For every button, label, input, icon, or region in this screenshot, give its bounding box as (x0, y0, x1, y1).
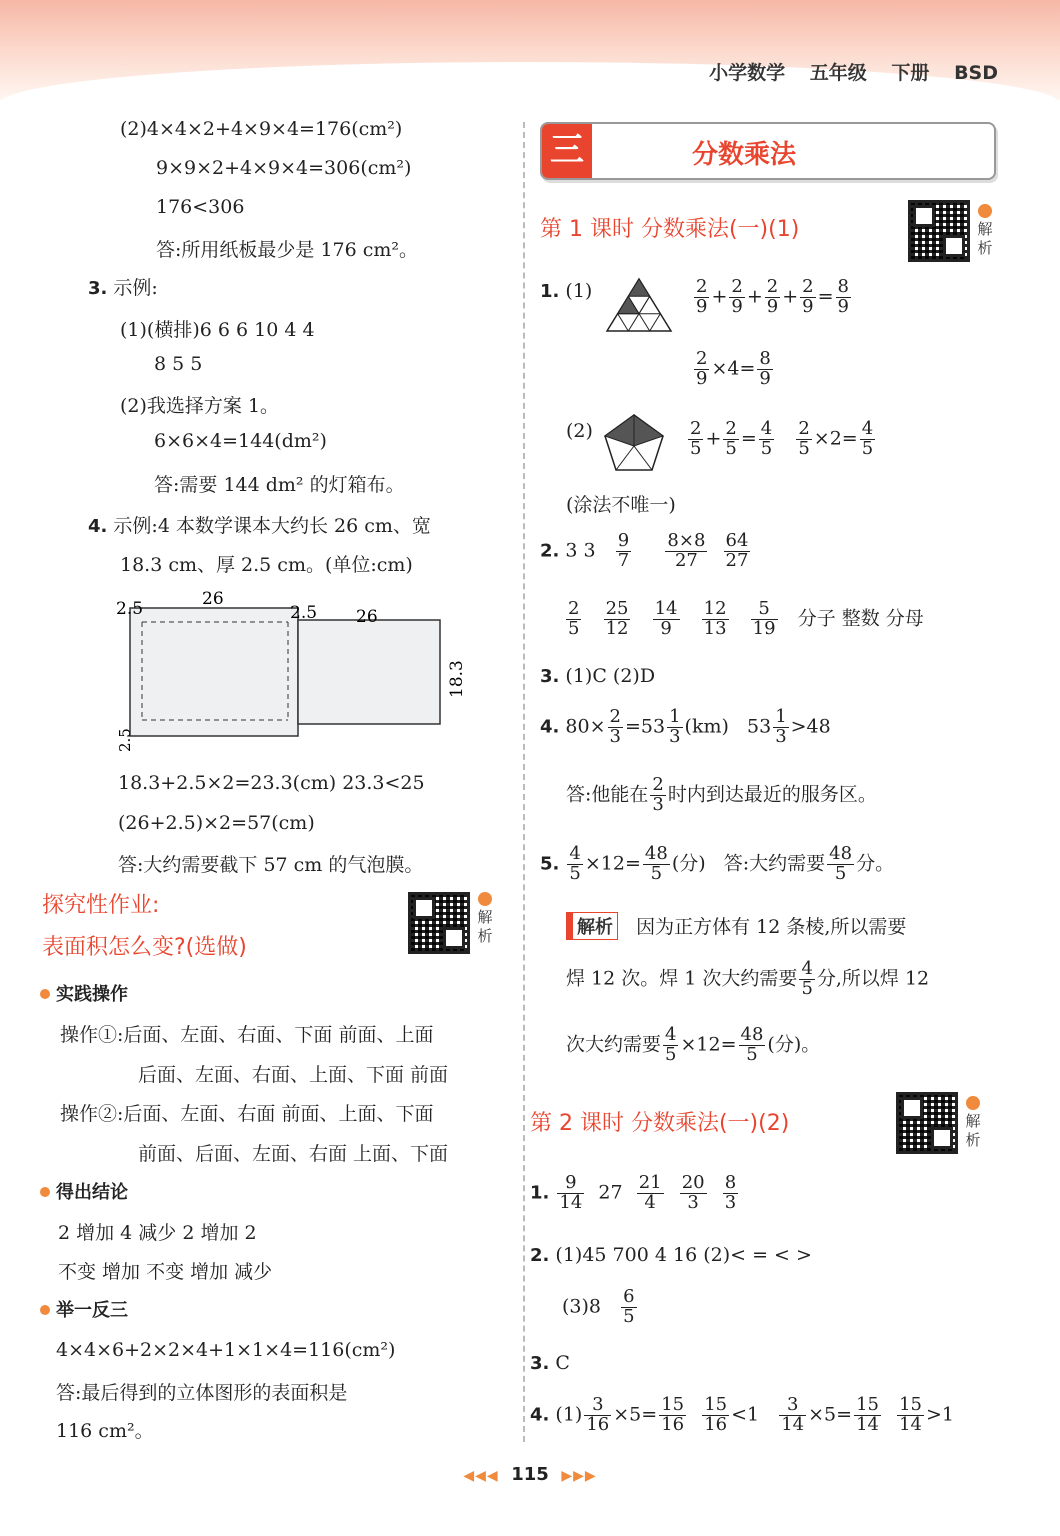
note: (涂法不唯一) (566, 494, 676, 516)
answer-line: (3)8 $\frac{6}{5}$ (562, 1286, 635, 1327)
arrow-left-icon: ◀◀◀ (463, 1468, 499, 1484)
dim-label: 26 (202, 589, 224, 609)
answer-line: 9×9×2+4×9×4=306(cm²) (156, 157, 412, 179)
dim-label: 18.3 (447, 660, 467, 698)
l2-question-3: 3. C (530, 1352, 570, 1374)
book-header (691, 58, 998, 85)
analysis-line: 焊 12 次。焊 1 次大约需要 $\frac{4}{5}$ 分,所以焊 12 (566, 958, 930, 999)
l2-question-1: 1. $\frac{9}{14}$ 27 $\frac{21}{4}$ $\frac{20}{3}$ $\frac{8}{3}$ (530, 1172, 737, 1213)
qr-caption: 解析 (976, 204, 994, 258)
qr-caption: 解析 (476, 892, 494, 946)
question-2: 2. 3 3 $\frac{9}{7}$ $\frac{8\times 8}{27}$ $\frac{64}{27}$ (540, 530, 749, 571)
qr-code[interactable] (908, 200, 970, 262)
analysis-line: 次大约需要 $\frac{4}{5}$ ×12= $\frac{48}{5}$ (分)。 (566, 1024, 821, 1065)
dim-label: 2.5 (116, 599, 144, 619)
page-number: ◀◀◀ 115 ▶▶▶ (463, 1464, 597, 1485)
chapter-number: 三 (542, 124, 592, 178)
answer-line: 6×6×4=144(dm²) (154, 430, 327, 452)
answer-line: 前面、后面、左面、右面 上面、下面 (138, 1143, 449, 1165)
header-grade: 五年级 (809, 62, 867, 84)
answer-line: 8 5 5 (154, 353, 203, 375)
dim-label: 26 (356, 607, 378, 627)
part-label: (2) (566, 420, 593, 442)
lesson-title: 第 1 课时 分数乘法(一)(1) (540, 217, 800, 242)
chapter-title: 分数乘法 (692, 140, 797, 170)
dim-label: 2.5 (290, 603, 318, 623)
answer-line: 2 增加 4 减少 2 增加 2 (58, 1222, 257, 1244)
answer-line: 答:最后得到的立体图形的表面积是 (56, 1382, 348, 1404)
qr-code[interactable] (408, 892, 470, 954)
column-divider (523, 122, 525, 1442)
explore-title: 探究性作业: (42, 893, 160, 918)
section-heading: 实践操作 (40, 980, 128, 1006)
explore-subtitle: 表面积怎么变?(选做) (42, 935, 247, 960)
net-diagram (112, 586, 472, 756)
play-icon (966, 1096, 980, 1110)
qr-code[interactable] (896, 1092, 958, 1154)
bullet-icon (40, 989, 50, 999)
answer-line: 答:大约需要截下 57 cm 的气泡膜。 (118, 854, 424, 876)
answer-line: 176<306 (156, 196, 245, 218)
answer-line: 4×4×6+2×2×4+1×1×4=116(cm²) (56, 1339, 396, 1361)
play-icon (478, 892, 492, 906)
bullet-icon (40, 1187, 50, 1197)
question-3: 3. (1)C (2)D (540, 665, 656, 687)
header-subject: 小学数学 (709, 62, 786, 84)
question-3: 3. 示例: (88, 277, 158, 299)
l2-question-4: 4. (1) $\frac{3}{16}$ ×5= $\frac{15}{16}$ $\frac{15}{16}$ <1 $\frac{3}{14}$ ×5= $\frac{15}{14}$ $\frac{15}{14}$ >1 (530, 1394, 954, 1435)
fraction-expr: $\frac{2}{9}$ + $\frac{2}{9}$ + $\frac{2}{9}$ + $\frac{2}{9}$ = $\frac{8}{9}$ (696, 276, 849, 317)
pentagon-figure (602, 412, 666, 474)
analysis-tag: 解析 (566, 912, 618, 940)
answer-line: (2)4×4×2+4×9×4=176(cm²) (120, 118, 403, 140)
answer-line: (1)(横排)6 6 6 10 4 4 (120, 319, 315, 341)
answer-line: 操作①:后面、左面、右面、下面 前面、上面 (60, 1024, 434, 1046)
fraction-expr: $\frac{2}{9}$ ×4= $\frac{8}{9}$ (696, 348, 771, 389)
analysis-line: 解析 因为正方体有 12 条棱,所以需要 (566, 912, 906, 940)
question-4: 4. 80× $\frac{2}{3}$ =53 $\frac{1}{3}$ (km) 53 $\frac{1}{3}$ >48 (540, 706, 831, 747)
section-heading: 举一反三 (40, 1296, 128, 1322)
answer-line: 操作②:后面、左面、右面 前面、上面、下面 (60, 1103, 434, 1125)
fraction-expr: $\frac{2}{5}$ + $\frac{2}{5}$ = $\frac{4}{5}$ $\frac{2}{5}$ ×2= $\frac{4}{5}$ (690, 418, 874, 459)
bullet-icon (40, 1305, 50, 1315)
answer-line: 答:需要 144 dm² 的灯箱布。 (154, 474, 405, 496)
answer-line: 答:所用纸板最少是 176 cm²。 (156, 239, 419, 261)
header-edition: BSD (954, 62, 998, 84)
answer-line: 116 cm²。 (56, 1420, 154, 1442)
dim-label: 2.5 (116, 728, 134, 752)
answer-line: 后面、左面、右面、上面、下面 前面 (138, 1064, 449, 1086)
section-heading: 得出结论 (40, 1178, 128, 1204)
question-4: 4. 示例:4 本数学课本大约长 26 cm、宽 (88, 515, 431, 537)
fraction-list: $\frac{2}{5}$ $\frac{25}{12}$ $\frac{14}{9}$ $\frac{12}{13}$ $\frac{5}{19}$ 分子 整数 分母 (568, 598, 924, 639)
answer-line: 不变 增加 不变 增加 减少 (58, 1261, 273, 1283)
answer-line: (2)我选择方案 1。 (120, 395, 280, 417)
header-term: 下册 (891, 62, 930, 84)
question-1: 1. (1) (540, 280, 593, 302)
answer-line: 18.3+2.5×2=23.3(cm) 23.3<25 (118, 772, 425, 794)
triangle-figure (604, 276, 674, 334)
arrow-right-icon: ▶▶▶ (561, 1468, 597, 1484)
answer-line: (26+2.5)×2=57(cm) (118, 812, 315, 834)
question-5: 5. $\frac{4}{5}$ ×12= $\frac{48}{5}$ (分) 答:大约需要 $\frac{48}{5}$ 分。 (540, 843, 895, 884)
answer-line: 答:他能在 $\frac{2}{3}$ 时内到达最近的服务区。 (566, 774, 877, 815)
answer-line: 18.3 cm、厚 2.5 cm。(单位:cm) (120, 554, 413, 576)
chapter-banner (540, 122, 996, 180)
play-icon (978, 204, 992, 218)
top-banner (0, 0, 1060, 100)
qr-caption: 解析 (964, 1096, 982, 1150)
l2-question-2: 2. (1)45 700 4 16 (2)< = < > (530, 1244, 812, 1266)
lesson-title: 第 2 课时 分数乘法(一)(2) (530, 1111, 790, 1136)
